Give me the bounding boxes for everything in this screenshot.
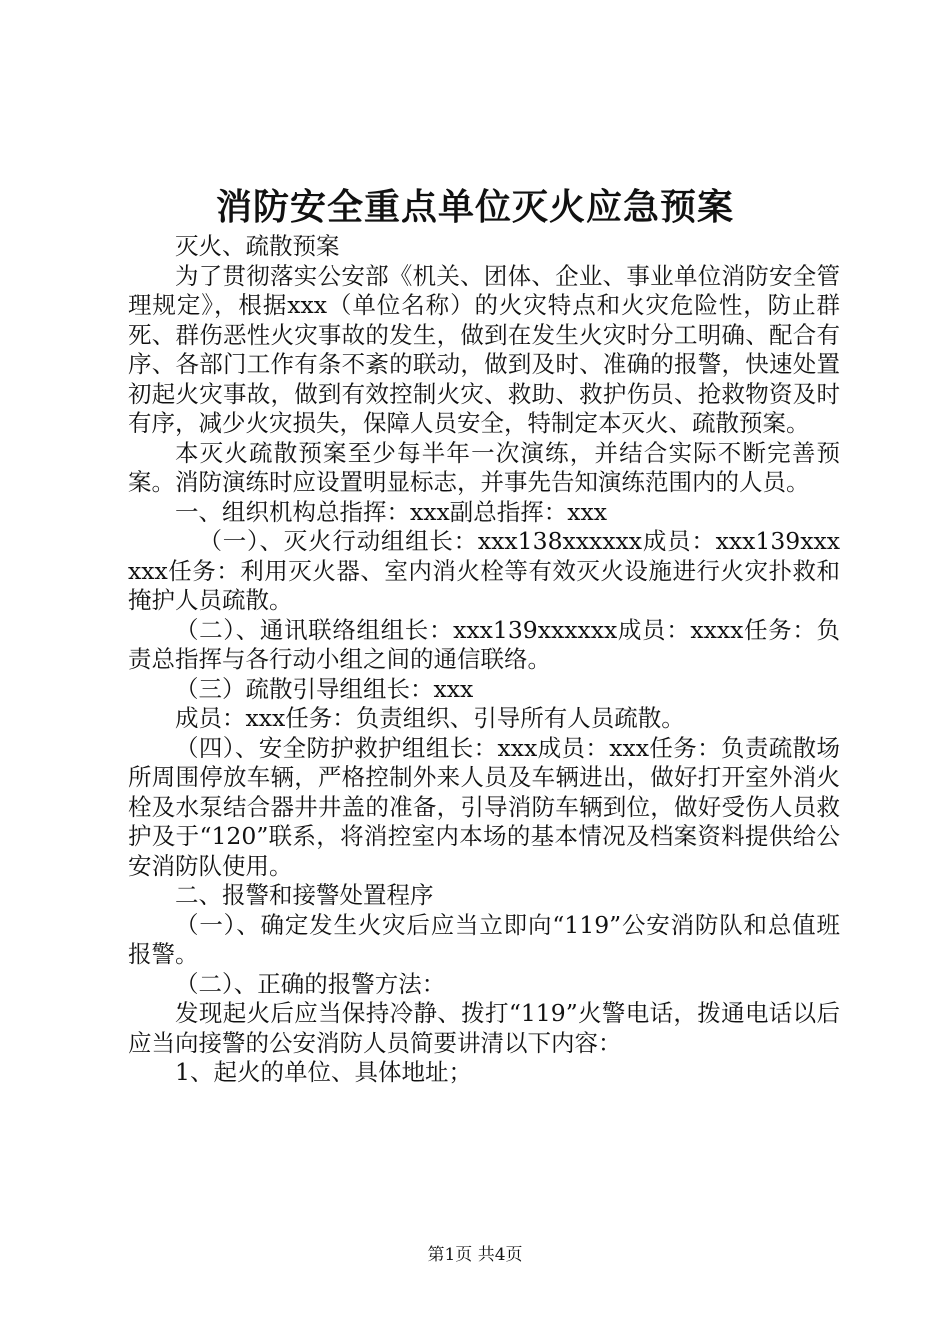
paragraph-purpose: 为了贯彻落实公安部《机关、团体、企业、事业单位消防安全管理规定》，根据xxx（单位名称）的火灾特点和火灾危险性，防止群死、群伤恶性火灾事故的发生，做到在发生火灾时分工明确、配合有序、各部门工作有条不紊的联动，做到及时、准确的报警，快速处置初起火灾事故，做到有效控制火灾、救助、救护伤员、抢救物资及时有序，减少火灾损失，保障人员安全，特制定本灭火、疏散预案。: [128, 261, 840, 437]
paragraph-section-heading: 灭火、疏散预案: [175, 232, 340, 260]
paragraph-drill: 本灭火疏散预案至少每半年一次演练，并结合实际不断完善预案。消防演练时应设置明显标志，并事先告知演练范围内的人员。: [128, 438, 840, 496]
paragraph-evacuation-members: 成员：xxx任务：负责组织、引导所有人员疏散。: [175, 704, 685, 732]
document-title: 消防安全重点单位灭火应急预案: [215, 186, 734, 228]
paragraph-alarm-step-2: （二）、正确的报警方法：: [175, 969, 446, 998]
document-body: [128, 232, 840, 1088]
paragraph-alarm-method: 发现起火后应当保持冷静、拨打“119”火警电话，拨通电话以后应当向接警的公安消防人员简要讲清以下内容：: [128, 999, 840, 1057]
paragraph-organization: 一、组织机构总指挥：xxx副总指挥：xxx: [175, 497, 608, 526]
paragraph-firefighting-group: （一）、灭火行动组组长：xxx138xxxxxx成员：xxx139xxxxxx任务：利用灭火器、室内消火栓等有效灭火设施进行火灾扑救和掩护人员疏散。: [128, 527, 840, 614]
paragraph-evacuation-group: （三）疏散引导组组长：xxx: [175, 674, 474, 703]
paragraph-alarm-item-1: 1、起火的单位、具体地址；: [175, 1058, 472, 1086]
paragraph-communication-group: （二）、通讯联络组组长：xxx139xxxxxx成员：xxxx任务：负责总指挥与各行动小组之间的通信联络。: [128, 615, 840, 673]
paragraph-safety-group: （四）、安全防护救护组组长：xxx成员：xxx任务：负责疏散场所周围停放车辆，严格控制外来人员及车辆进出，做好打开室外消火栓及水泵结合器井井盖的准备，引导消防车辆到位，做好受伤人员救护及于“120”联系，将消控室内本场的基本情况及档案资料提供给公安消防队使用。: [128, 733, 840, 880]
paragraph-alarm-heading: 二、报警和接警处置程序: [175, 881, 434, 909]
page-footer: 第1页 共4页: [427, 1245, 523, 1265]
paragraph-alarm-step-1: （一）、确定发生火灾后应当立即向“119”公安消防队和总值班报警。: [128, 910, 840, 968]
